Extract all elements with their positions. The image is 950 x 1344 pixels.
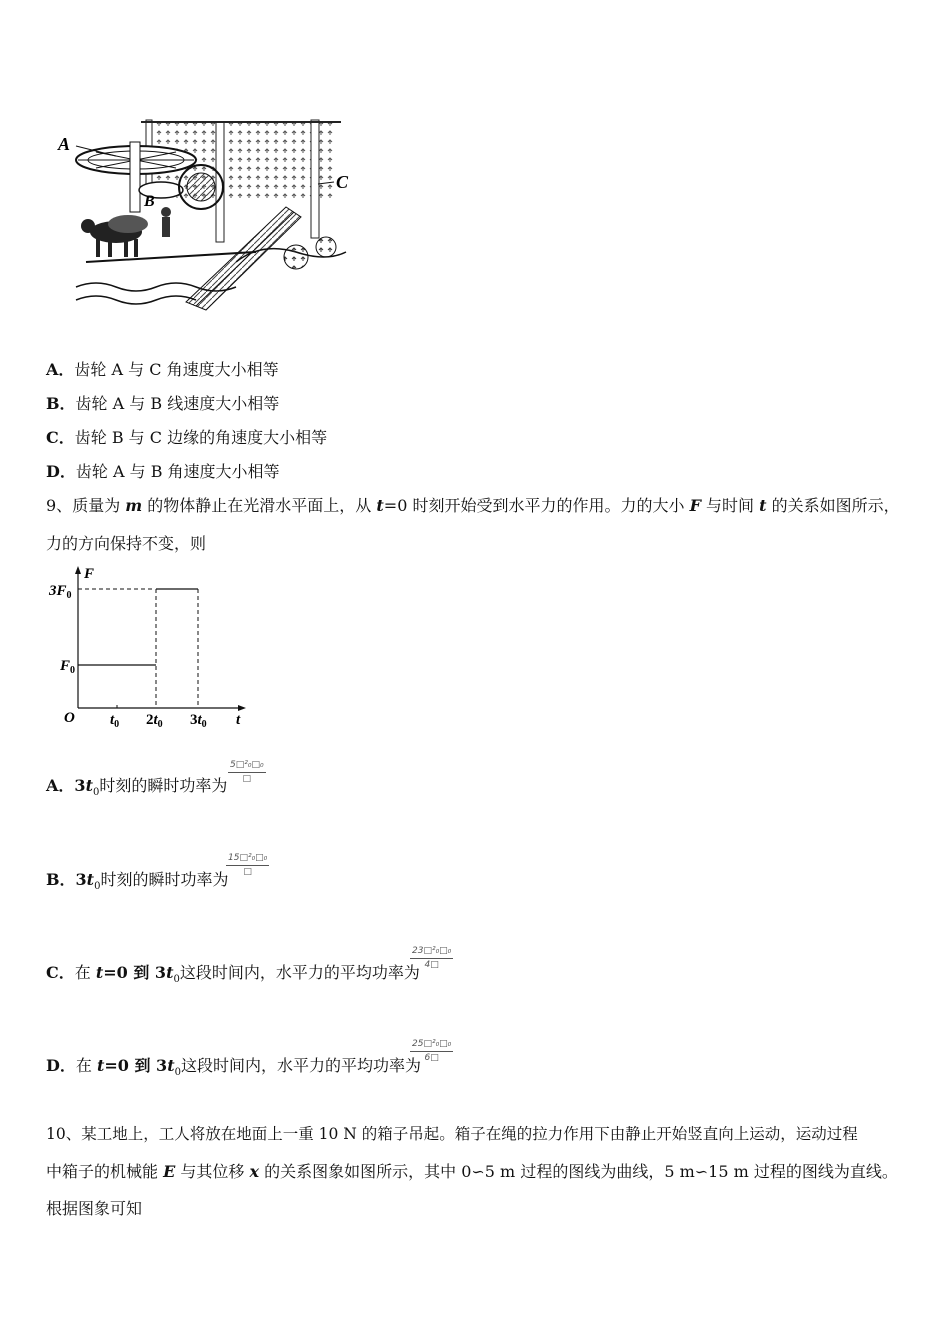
q9-option-b: B．$3t_0$时刻的瞬时功率为	[46, 870, 229, 893]
origin-label: O	[64, 710, 75, 726]
q9-option-d: D．在 t=0 到 $3t_0$这段时间内，水平力的平均功率为	[46, 1056, 421, 1079]
x-tick-2t0: $2t_0$	[146, 712, 163, 730]
label-b: B	[144, 193, 155, 210]
force-time-graph	[40, 562, 260, 737]
y-tick-3f0: $3F_0$	[49, 583, 72, 601]
q10-stem-line1: 10、某工地上，工人将放在地面上一重 10 N 的箱子吊起。箱子在绳的拉力作用下由静止开始竖直向上运动，运动过程	[46, 1125, 858, 1143]
q10-stem-line3: 根据图象可知	[46, 1199, 143, 1218]
q8-option-a: A．齿轮 A 与 C 角速度大小相等	[46, 360, 279, 379]
q8-option-b: B．齿轮 A 与 B 线速度大小相等	[46, 394, 280, 413]
q9-option-c: C．在 t=0 到 $3t_0$这段时间内，水平力的平均功率为	[46, 963, 420, 986]
q9-option-d-fraction: $\frac{\text{25□²₀□₀}}{6□}$	[412, 1039, 452, 1063]
q9-stem-line1: 9、质量为 m 的物体静止在光滑水平面上，从 t=0 时刻开始受到水平力的作用。力的大小 F 与时间 t 的关系如图所示，	[46, 496, 900, 515]
x-tick-t0: $t_0$	[110, 712, 120, 730]
q10-stem-line2: 中箱子的机械能 E 与其位移 x 的关系图象如图所示，其中 0∽5 m 过程的图线为曲线，5 m∽15 m 过程的图线为直线。	[46, 1162, 898, 1181]
q9-option-a-fraction: 5□²₀□₀ □	[230, 760, 264, 784]
q9-stem-line2: 力的方向保持不变，则	[46, 534, 207, 553]
q9-option-c-fraction: $\frac{\text{23□²₀□₀}}{4□}$	[412, 946, 452, 970]
x-tick-3t0: $3t_0$	[190, 712, 207, 730]
q8-option-d: D．齿轮 A 与 B 角速度大小相等	[46, 462, 280, 481]
x-axis-label: t	[236, 712, 241, 728]
y-axis-label: F	[84, 566, 95, 582]
q9-option-a: A．$3t_0$时刻的瞬时功率为	[46, 776, 228, 799]
q9-option-b-fraction: 15□²₀□₀ □	[228, 853, 268, 877]
label-a: A	[58, 134, 71, 154]
x-axis-arrow	[238, 705, 246, 711]
label-c: C	[336, 172, 349, 192]
q8-option-c: C．齿轮 B 与 C 边缘的角速度大小相等	[46, 428, 328, 447]
waterwheel-illustration	[56, 112, 356, 312]
y-axis-arrow	[75, 566, 81, 574]
y-tick-f0: $F_0$	[60, 658, 76, 676]
